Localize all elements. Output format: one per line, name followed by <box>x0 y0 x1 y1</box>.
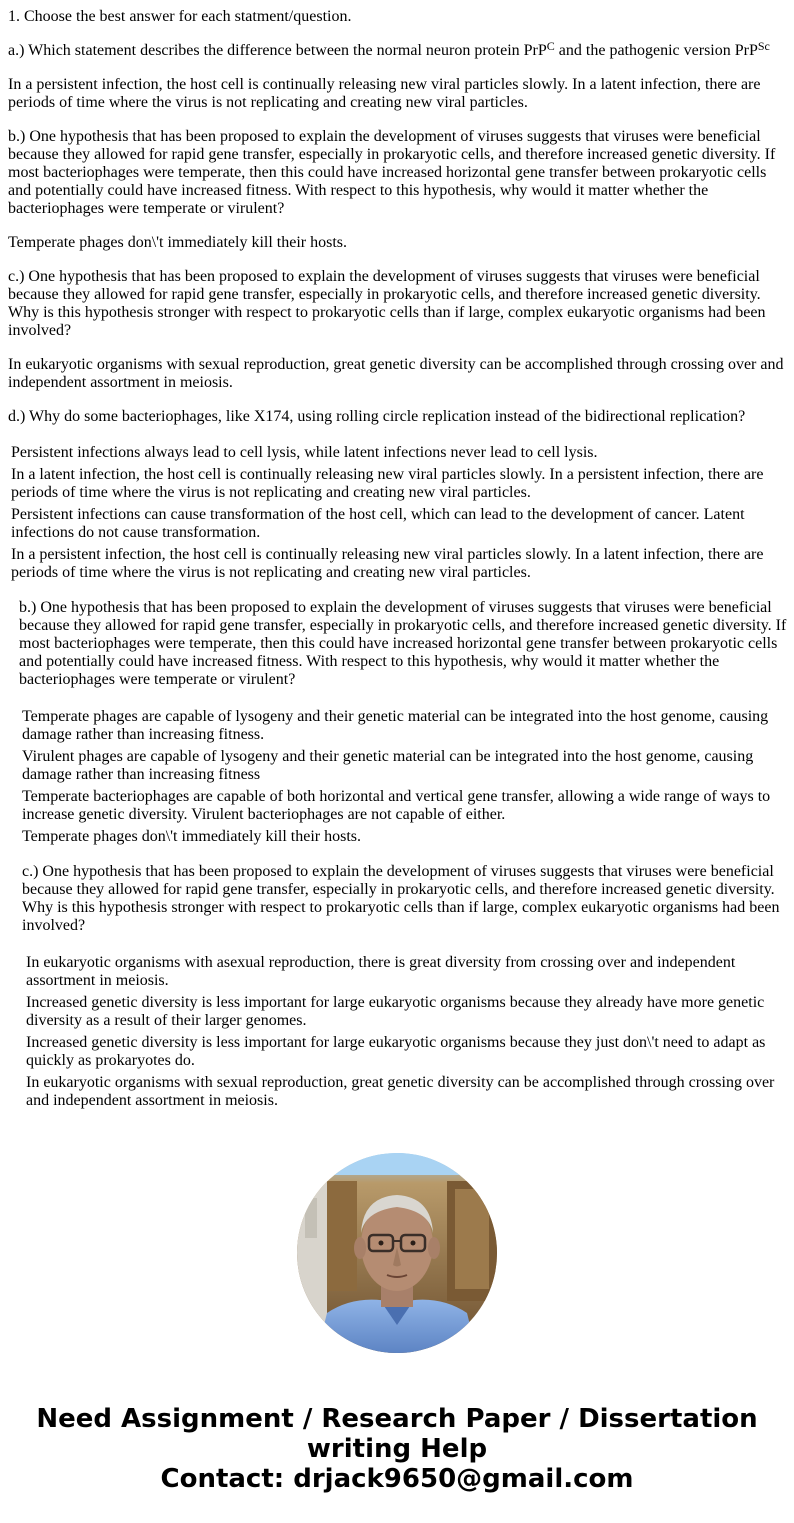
option-text: Virulent phages are capable of lysogeny and their genetic material can be integrated into the host genome, causing damage rather than increasing fitness <box>22 748 754 783</box>
option-c-4[interactable] <box>25 1073 792 1111</box>
option-c-1[interactable] <box>25 953 792 991</box>
option-text: In eukaryotic organisms with asexual reproduction, there is great diversity from crossing over and independent assortment in meiosis. <box>26 954 736 989</box>
option-b-4[interactable] <box>21 827 792 847</box>
option-c-3[interactable] <box>25 1033 792 1071</box>
question-title: 1. Choose the best answer for each statment/question. <box>8 8 352 25</box>
option-b-1[interactable] <box>21 707 792 745</box>
part-a-answer: In a persistent infection, the host cell is continually releasing new viral particles slowly. In a latent infection, there are periods of time where the virus is not replicating and creating new viral particles. <box>8 76 761 111</box>
part-c-question: c.) One hypothesis that has been proposed to explain the development of viruses suggests that viruses were beneficial because they allowed for rapid gene transfer, especially in prokaryotic cells, and therefore increased genetic diversity. Why is this hypothesis stronger with respect to prokaryotic cells than if large, complex eukaryotic organisms had been involved? <box>8 268 766 339</box>
option-text: Increased genetic diversity is less important for large eukaryotic organisms because they already have more genetic diversity as a result of their larger genomes. <box>26 994 765 1029</box>
option-text: Persistent infections always lead to cell lysis, while latent infections never lead to cell lysis. <box>11 444 598 461</box>
option-text: In a latent infection, the host cell is continually releasing new viral particles slowly. In a persistent infection, there are periods of time where the virus is not replicating and creating new viral particles. <box>11 466 764 501</box>
repeat-b-question: b.) One hypothesis that has been proposed to explain the development of viruses suggests that viruses were beneficial because they allowed for rapid gene transfer, especially in prokaryotic cells, and therefore increased genetic diversity. If most bacteriophages were temperate, then this could have increased horizontal gene transfer between prokaryotic cells and potentially could have increased fitness. With respect to this hypothesis, why would it matter whether the bacteriophages were temperate or virulent? <box>19 599 787 688</box>
part-c-answer: In eukaryotic organisms with sexual reproduction, great genetic diversity can be accomplished through crossing over and independent assortment in meiosis. <box>8 356 784 391</box>
options-c-list <box>23 951 794 1113</box>
part-a-prefix: a.) Which statement describes the difference between the normal neuron protein PrP <box>8 42 547 59</box>
option-a-3[interactable] <box>10 505 792 543</box>
option-a-2[interactable] <box>10 465 792 503</box>
promo-line-2: writing Help <box>306 1434 488 1464</box>
option-a-1[interactable] <box>10 443 792 463</box>
repeat-c-question: c.) One hypothesis that has been proposed to explain the development of viruses suggests that viruses were beneficial because they allowed for rapid gene transfer, especially in prokaryotic cells, and therefore increased genetic diversity. Why is this hypothesis stronger with respect to prokaryotic cells than if large, complex eukaryotic organisms had been involved? <box>22 863 780 934</box>
part-a-middle: and the pathogenic version PrP <box>554 42 758 59</box>
part-b-answer: Temperate phages don\'t immediately kill their hosts. <box>8 234 348 251</box>
option-text: Temperate bacteriophages are capable of both horizontal and vertical gene transfer, allowing a wide range of ways to increase genetic diversity. Virulent bacteriophages are not capable of either. <box>22 788 771 823</box>
options-b-block <box>19 599 794 1113</box>
option-c-2[interactable] <box>25 993 792 1031</box>
option-b-2[interactable] <box>21 747 792 785</box>
options-a-list <box>8 441 794 585</box>
options-a-block <box>8 441 794 1113</box>
part-a-sup-c: C <box>546 39 555 53</box>
author-photo-illustration <box>297 1153 497 1353</box>
option-text: In a persistent infection, the host cell is continually releasing new viral particles slowly. In a latent infection, there are periods of time where the virus is not replicating and creating new viral particles. <box>11 546 764 581</box>
option-text: Temperate phages don\'t immediately kill their hosts. <box>22 828 362 845</box>
part-a-sup-sc: Sc <box>757 39 770 53</box>
option-b-3[interactable] <box>21 787 792 825</box>
promo-line-1: Need Assignment / Research Paper / Dissertation <box>36 1404 758 1434</box>
option-text: Persistent infections can cause transformation of the host cell, which can lead to the development of cancer. Latent infections do not cause transformation. <box>11 506 745 541</box>
option-text: Increased genetic diversity is less important for large eukaryotic organisms because they just don\'t need to adapt as quickly as prokaryotes do. <box>26 1034 766 1069</box>
author-photo <box>297 1153 497 1353</box>
options-b-list <box>19 705 794 849</box>
option-text: Temperate phages are capable of lysogeny and their genetic material can be integrated into the host genome, causing damage rather than increasing fitness. <box>22 708 769 743</box>
promo-contact: Contact: drjack9650@gmail.com <box>160 1464 634 1494</box>
part-b-question: b.) One hypothesis that has been proposed to explain the development of viruses suggests that viruses were beneficial because they allowed for rapid gene transfer, especially in prokaryotic cells, and therefore increased genetic diversity. If most bacteriophages were temperate, then this could have increased horizontal gene transfer between prokaryotic cells and potentially could have increased fitness. With respect to this hypothesis, why would it matter whether the bacteriophages were temperate or virulent? <box>8 128 776 217</box>
part-a-question <box>8 39 786 60</box>
option-text: In eukaryotic organisms with sexual reproduction, great genetic diversity can be accomplished through crossing over and independent assortment in meiosis. <box>26 1074 775 1109</box>
promo-banner <box>0 1404 794 1494</box>
part-d-question: d.) Why do some bacteriophages, like X174, using rolling circle replication instead of the bidirectional replication? <box>8 408 746 425</box>
option-a-4[interactable] <box>10 545 792 583</box>
options-c-block <box>22 863 794 1113</box>
